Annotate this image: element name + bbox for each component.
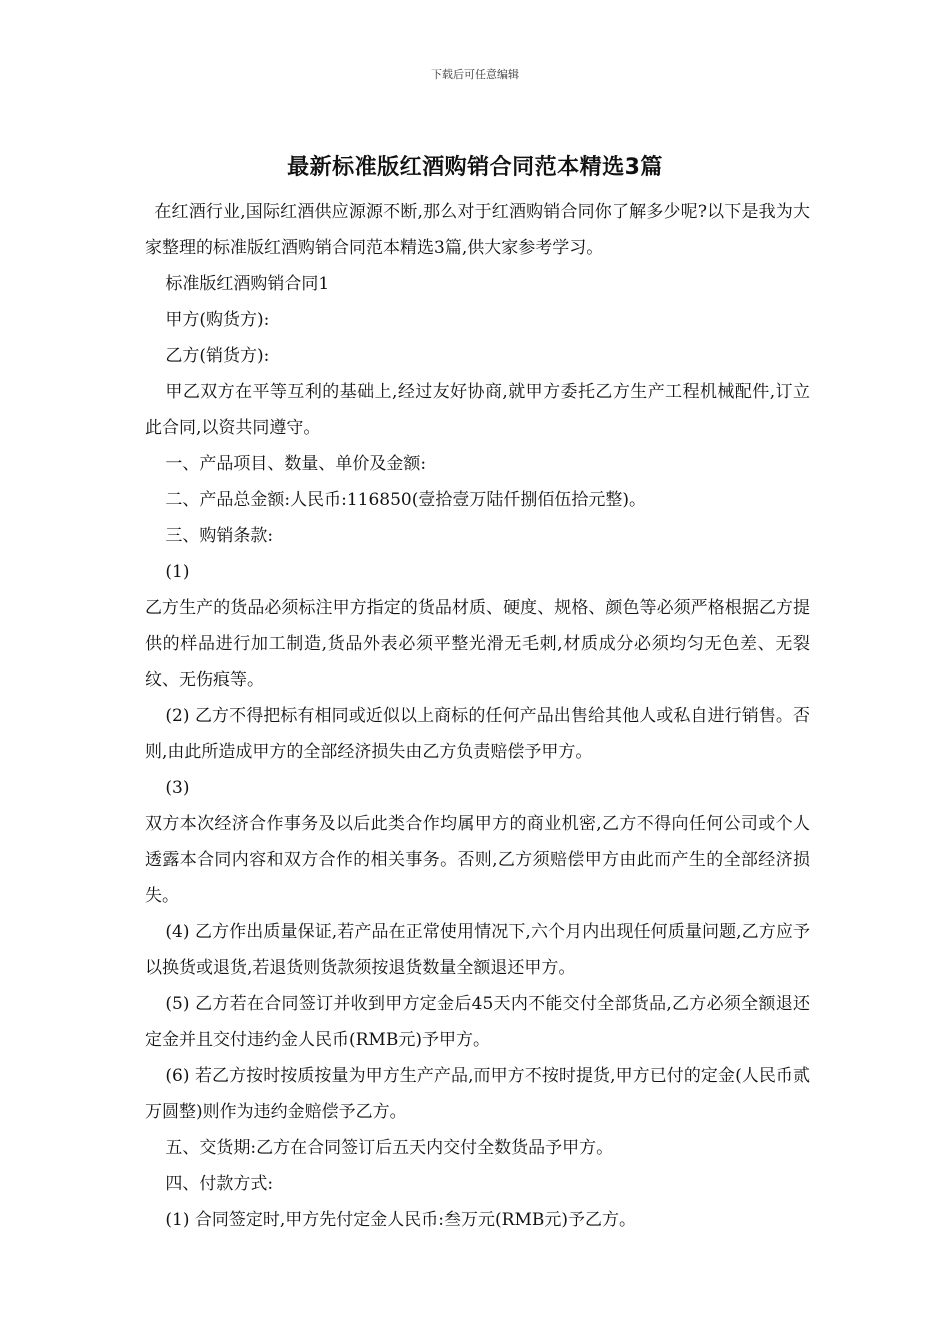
- clause-number-3: (3): [165, 778, 190, 798]
- section-four-heading: 四、付款方式:: [165, 1174, 274, 1194]
- clause-1-text: 乙方生产的货品必须标注甲方指定的货品材质、硬度、规格、颜色等必须严格根据乙方提供的样品进行加工制造,货品外表必须平整光滑无毛刺,材质成分必须均匀无色差、无裂纹、无伤痕等。: [145, 598, 810, 690]
- clause-6-text: (6) 若乙方按时按质按量为甲方生产产品,而甲方不按时提货,甲方已付的定金(人民币贰万圆整)则作为违约金赔偿予乙方。: [145, 1066, 810, 1122]
- section-two-heading: 二、产品总金额:人民币:116850(壹拾壹万陆仟捌佰伍拾元整)。: [165, 490, 647, 510]
- payment-clause-1: (1) 合同签定时,甲方先付定金人民币:叁万元(RMB元)予乙方。: [165, 1210, 636, 1230]
- clause-5-text: (5) 乙方若在合同签订并收到甲方定金后45天内不能交付全部货品,乙方必须全额退还定金并且交付违约金人民币(RMB元)予甲方。: [145, 994, 810, 1050]
- section-one-heading: 一、产品项目、数量、单价及金额:: [165, 454, 427, 474]
- party-a-line: 甲方(购货方):: [165, 310, 270, 330]
- clause-2-text: (2) 乙方不得把标有相同或近似以上商标的任何产品出售给其他人或私自进行销售。否则,由此所造成甲方的全部经济损失由乙方负责赔偿予甲方。: [145, 706, 810, 762]
- preamble-paragraph: 甲乙双方在平等互利的基础上,经过友好协商,就甲方委托乙方生产工程机械配件,订立此合同,以资共同遵守。: [145, 382, 810, 438]
- contract-heading: 标准版红酒购销合同1: [165, 274, 330, 294]
- clause-number-1: (1): [165, 562, 190, 582]
- section-three-heading: 三、购销条款:: [165, 526, 274, 546]
- document-body: [145, 194, 810, 1238]
- section-five-heading: 五、交货期:乙方在合同签订后五天内交付全数货品予甲方。: [165, 1138, 614, 1158]
- clause-3-text: 双方本次经济合作事务及以后此类合作均属甲方的商业机密,乙方不得向任何公司或个人透露本合同内容和双方合作的相关事务。否则,乙方须赔偿甲方由此而产生的全部经济损失。: [145, 814, 810, 906]
- clause-4-text: (4) 乙方作出质量保证,若产品在正常使用情况下,六个月内出现任何质量问题,乙方应予以换货或退货,若退货则货款须按退货数量全额退还甲方。: [145, 922, 810, 978]
- party-b-line: 乙方(销货方):: [165, 346, 270, 366]
- header-note: 下载后可任意编辑: [431, 68, 519, 81]
- intro-paragraph: 在红酒行业,国际红酒供应源源不断,那么对于红酒购销合同你了解多少呢?以下是我为大家整理的标准版红酒购销合同范本精选3篇,供大家参考学习。: [145, 202, 810, 258]
- document-title: 最新标准版红酒购销合同范本精选3篇: [287, 155, 663, 180]
